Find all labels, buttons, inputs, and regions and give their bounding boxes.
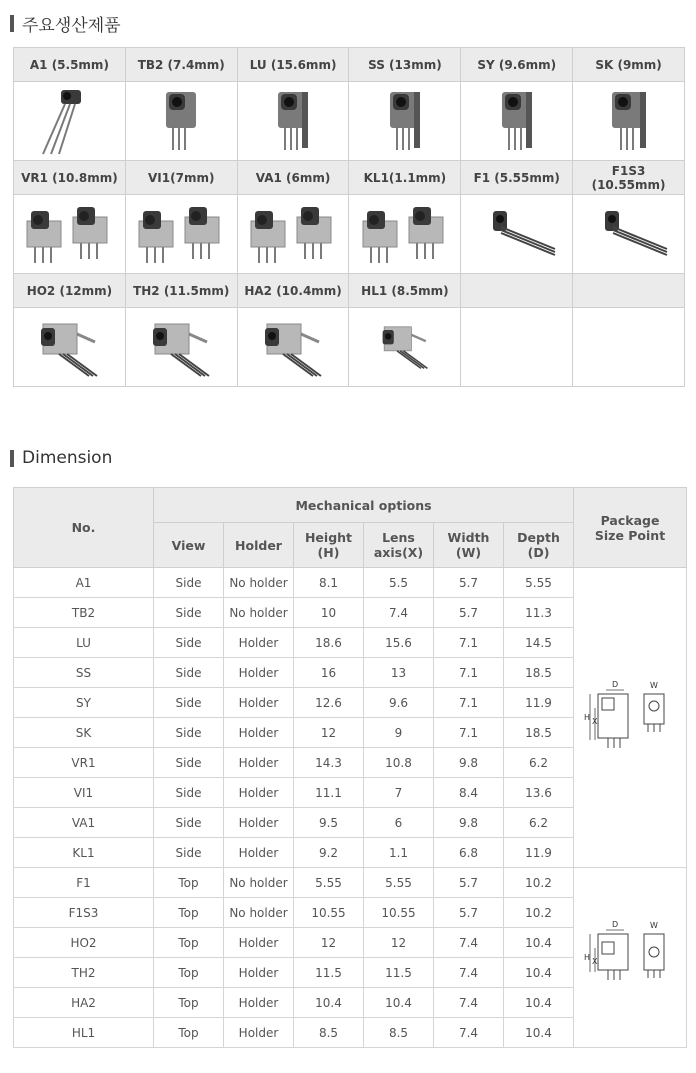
table-cell: 6.8 xyxy=(434,838,504,868)
product-name: F1S3 (10.55mm) xyxy=(573,161,685,195)
sensor-component-icon xyxy=(467,197,567,271)
table-cell: 10.4 xyxy=(504,988,574,1018)
table-cell: 5.7 xyxy=(434,898,504,928)
table-cell: Holder xyxy=(224,958,294,988)
table-cell: 8.4 xyxy=(434,778,504,808)
sensor-component-icon xyxy=(243,310,343,384)
package-diagram-side-icon xyxy=(584,676,676,756)
table-cell: 10.55 xyxy=(364,898,434,928)
table-cell: 10.4 xyxy=(504,958,574,988)
table-cell: 6.2 xyxy=(504,808,574,838)
table-cell: LU xyxy=(14,628,154,658)
table-cell: SS xyxy=(14,658,154,688)
table-cell: Side xyxy=(154,718,224,748)
header-no: No. xyxy=(14,488,154,568)
table-cell: Holder xyxy=(224,838,294,868)
table-cell: 9.8 xyxy=(434,748,504,778)
table-cell: 5.55 xyxy=(504,568,574,598)
table-cell: TH2 xyxy=(14,958,154,988)
svg-text:D: D xyxy=(612,680,619,689)
table-cell: 11.9 xyxy=(504,838,574,868)
table-cell: 10.4 xyxy=(504,928,574,958)
package-diagram-top-icon xyxy=(584,916,676,996)
table-cell: 5.7 xyxy=(434,868,504,898)
table-cell: Holder xyxy=(224,718,294,748)
table-row xyxy=(14,568,687,598)
product-name: A1 (5.5mm) xyxy=(14,48,126,82)
product-name: F1 (5.55mm) xyxy=(461,161,573,195)
table-cell: 18.5 xyxy=(504,718,574,748)
product-name xyxy=(573,274,685,308)
table-cell: 10.2 xyxy=(504,868,574,898)
sensor-component-icon xyxy=(355,84,455,158)
product-name: SY (9.6mm) xyxy=(461,48,573,82)
section-title-text: Dimension xyxy=(22,448,113,468)
header-mechanical-options: Mechanical options xyxy=(154,488,574,523)
table-cell: 14.5 xyxy=(504,628,574,658)
table-cell: 7.4 xyxy=(364,598,434,628)
sensor-component-icon xyxy=(131,84,231,158)
table-cell: 5.55 xyxy=(294,868,364,898)
product-image-cell xyxy=(237,308,349,387)
table-cell: 12 xyxy=(294,718,364,748)
table-cell: 18.6 xyxy=(294,628,364,658)
sensor-component-icon xyxy=(579,84,679,158)
product-image-cell xyxy=(349,195,461,274)
product-name: HO2 (12mm) xyxy=(14,274,126,308)
package-size-point-cell xyxy=(574,568,687,868)
table-cell: Side xyxy=(154,748,224,778)
table-cell: 10 xyxy=(294,598,364,628)
section-title-products xyxy=(10,11,121,36)
table-cell: 11.1 xyxy=(294,778,364,808)
table-cell: Side xyxy=(154,808,224,838)
table-cell: 7.4 xyxy=(434,928,504,958)
table-cell: 12.6 xyxy=(294,688,364,718)
product-name: KL1(1.1mm) xyxy=(349,161,461,195)
table-cell: 18.5 xyxy=(504,658,574,688)
sensor-component-icon xyxy=(355,197,455,271)
product-image-cell xyxy=(125,195,237,274)
header-holder: Holder xyxy=(224,523,294,568)
section-title-dimension xyxy=(10,448,112,468)
table-cell: 7.4 xyxy=(434,1018,504,1048)
table-cell: No holder xyxy=(224,598,294,628)
table-cell: Side xyxy=(154,658,224,688)
product-image-cell xyxy=(14,82,126,161)
product-image-cell xyxy=(573,195,685,274)
table-cell: 8.1 xyxy=(294,568,364,598)
product-name: LU (15.6mm) xyxy=(237,48,349,82)
product-image-cell xyxy=(461,308,573,387)
product-image-cell xyxy=(237,82,349,161)
table-cell: Side xyxy=(154,778,224,808)
table-cell: TB2 xyxy=(14,598,154,628)
product-image-cell xyxy=(461,82,573,161)
table-cell: 10.55 xyxy=(294,898,364,928)
table-cell: 5.55 xyxy=(364,868,434,898)
table-cell: Holder xyxy=(224,988,294,1018)
table-cell: SK xyxy=(14,718,154,748)
product-image-cell xyxy=(573,82,685,161)
sensor-component-icon xyxy=(19,310,119,384)
table-cell: 9.8 xyxy=(434,808,504,838)
table-cell: Top xyxy=(154,868,224,898)
table-cell: KL1 xyxy=(14,838,154,868)
table-cell: 5.5 xyxy=(364,568,434,598)
product-image-cell xyxy=(237,195,349,274)
product-grid xyxy=(13,47,685,387)
table-cell: VR1 xyxy=(14,748,154,778)
product-name: VI1(7mm) xyxy=(125,161,237,195)
table-cell: 10.8 xyxy=(364,748,434,778)
header-width: Width (W) xyxy=(434,523,504,568)
sensor-component-icon xyxy=(467,84,567,158)
sensor-component-icon xyxy=(243,197,343,271)
table-cell: Side xyxy=(154,598,224,628)
product-image-cell xyxy=(14,195,126,274)
table-cell: 9.2 xyxy=(294,838,364,868)
dimension-table xyxy=(13,487,687,1048)
svg-text:W: W xyxy=(650,681,658,690)
table-cell: 12 xyxy=(364,928,434,958)
table-cell: 11.5 xyxy=(364,958,434,988)
table-cell: 7.1 xyxy=(434,658,504,688)
table-cell: 10.4 xyxy=(364,988,434,1018)
table-cell: 11.5 xyxy=(294,958,364,988)
sensor-component-icon xyxy=(579,197,679,271)
table-cell: 10.2 xyxy=(504,898,574,928)
table-cell: Holder xyxy=(224,658,294,688)
sensor-component-icon xyxy=(355,310,455,384)
table-cell: 7.1 xyxy=(434,718,504,748)
table-cell: VI1 xyxy=(14,778,154,808)
table-cell: 6.2 xyxy=(504,748,574,778)
product-image-cell xyxy=(125,308,237,387)
product-name: HA2 (10.4mm) xyxy=(237,274,349,308)
table-cell: Top xyxy=(154,898,224,928)
table-cell: Holder xyxy=(224,628,294,658)
svg-text:D: D xyxy=(612,920,619,929)
table-cell: 1.1 xyxy=(364,838,434,868)
header-view: View xyxy=(154,523,224,568)
sensor-component-icon xyxy=(243,84,343,158)
table-cell: 6 xyxy=(364,808,434,838)
table-cell: HO2 xyxy=(14,928,154,958)
table-cell: Holder xyxy=(224,808,294,838)
table-cell: 16 xyxy=(294,658,364,688)
table-cell: No holder xyxy=(224,868,294,898)
table-cell: Top xyxy=(154,928,224,958)
product-image-cell xyxy=(14,308,126,387)
product-name xyxy=(461,274,573,308)
product-image-cell xyxy=(573,308,685,387)
table-cell: 11.3 xyxy=(504,598,574,628)
table-cell: 15.6 xyxy=(364,628,434,658)
product-name: VR1 (10.8mm) xyxy=(14,161,126,195)
sensor-component-icon xyxy=(19,197,119,271)
table-cell: 7.4 xyxy=(434,988,504,1018)
sensor-component-icon xyxy=(19,84,119,158)
product-name: SS (13mm) xyxy=(349,48,461,82)
section-title-text: 주요생산제품 xyxy=(22,16,121,36)
product-name: TB2 (7.4mm) xyxy=(125,48,237,82)
table-cell: Side xyxy=(154,838,224,868)
table-cell: 5.7 xyxy=(434,568,504,598)
product-name: SK (9mm) xyxy=(573,48,685,82)
table-cell: 11.9 xyxy=(504,688,574,718)
product-image-cell xyxy=(349,82,461,161)
table-cell: 7 xyxy=(364,778,434,808)
table-cell: Top xyxy=(154,958,224,988)
sensor-component-icon xyxy=(131,310,231,384)
table-cell: Holder xyxy=(224,928,294,958)
product-name: HL1 (8.5mm) xyxy=(349,274,461,308)
table-cell: 9 xyxy=(364,718,434,748)
table-cell: Side xyxy=(154,628,224,658)
table-cell: 14.3 xyxy=(294,748,364,778)
svg-text:H: H xyxy=(584,713,591,722)
table-cell: Side xyxy=(154,688,224,718)
table-cell: No holder xyxy=(224,898,294,928)
header-package-size-point: Package Size Point xyxy=(574,488,687,568)
table-cell: Top xyxy=(154,988,224,1018)
table-cell: 9.6 xyxy=(364,688,434,718)
svg-text:H: H xyxy=(584,953,591,962)
table-cell: Holder xyxy=(224,748,294,778)
table-cell: 10.4 xyxy=(504,1018,574,1048)
svg-text:X: X xyxy=(592,717,598,726)
product-name: TH2 (11.5mm) xyxy=(125,274,237,308)
title-bar xyxy=(10,450,14,467)
table-cell: F1S3 xyxy=(14,898,154,928)
header-lens-axis: Lens axis(X) xyxy=(364,523,434,568)
table-cell: 7.4 xyxy=(434,958,504,988)
header-depth: Depth (D) xyxy=(504,523,574,568)
table-cell: 7.1 xyxy=(434,688,504,718)
table-cell: HA2 xyxy=(14,988,154,1018)
table-cell: VA1 xyxy=(14,808,154,838)
table-cell: 5.7 xyxy=(434,598,504,628)
table-cell: 7.1 xyxy=(434,628,504,658)
sensor-component-icon xyxy=(131,197,231,271)
title-bar xyxy=(10,15,14,32)
table-cell: No holder xyxy=(224,568,294,598)
svg-text:W: W xyxy=(650,921,658,930)
table-cell: 10.4 xyxy=(294,988,364,1018)
table-cell: 13 xyxy=(364,658,434,688)
product-image-cell xyxy=(461,195,573,274)
table-cell: 8.5 xyxy=(294,1018,364,1048)
table-cell: SY xyxy=(14,688,154,718)
table-cell: 13.6 xyxy=(504,778,574,808)
table-cell: Holder xyxy=(224,778,294,808)
table-cell: 12 xyxy=(294,928,364,958)
table-cell: Holder xyxy=(224,688,294,718)
table-cell: 8.5 xyxy=(364,1018,434,1048)
header-height: Height (H) xyxy=(294,523,364,568)
product-name: VA1 (6mm) xyxy=(237,161,349,195)
svg-text:X: X xyxy=(592,957,598,966)
table-cell: F1 xyxy=(14,868,154,898)
table-cell: HL1 xyxy=(14,1018,154,1048)
table-row xyxy=(14,868,687,898)
table-cell: Holder xyxy=(224,1018,294,1048)
table-cell: Top xyxy=(154,1018,224,1048)
table-cell: 9.5 xyxy=(294,808,364,838)
package-size-point-cell xyxy=(574,868,687,1048)
product-image-cell xyxy=(349,308,461,387)
table-cell: A1 xyxy=(14,568,154,598)
table-cell: Side xyxy=(154,568,224,598)
product-image-cell xyxy=(125,82,237,161)
